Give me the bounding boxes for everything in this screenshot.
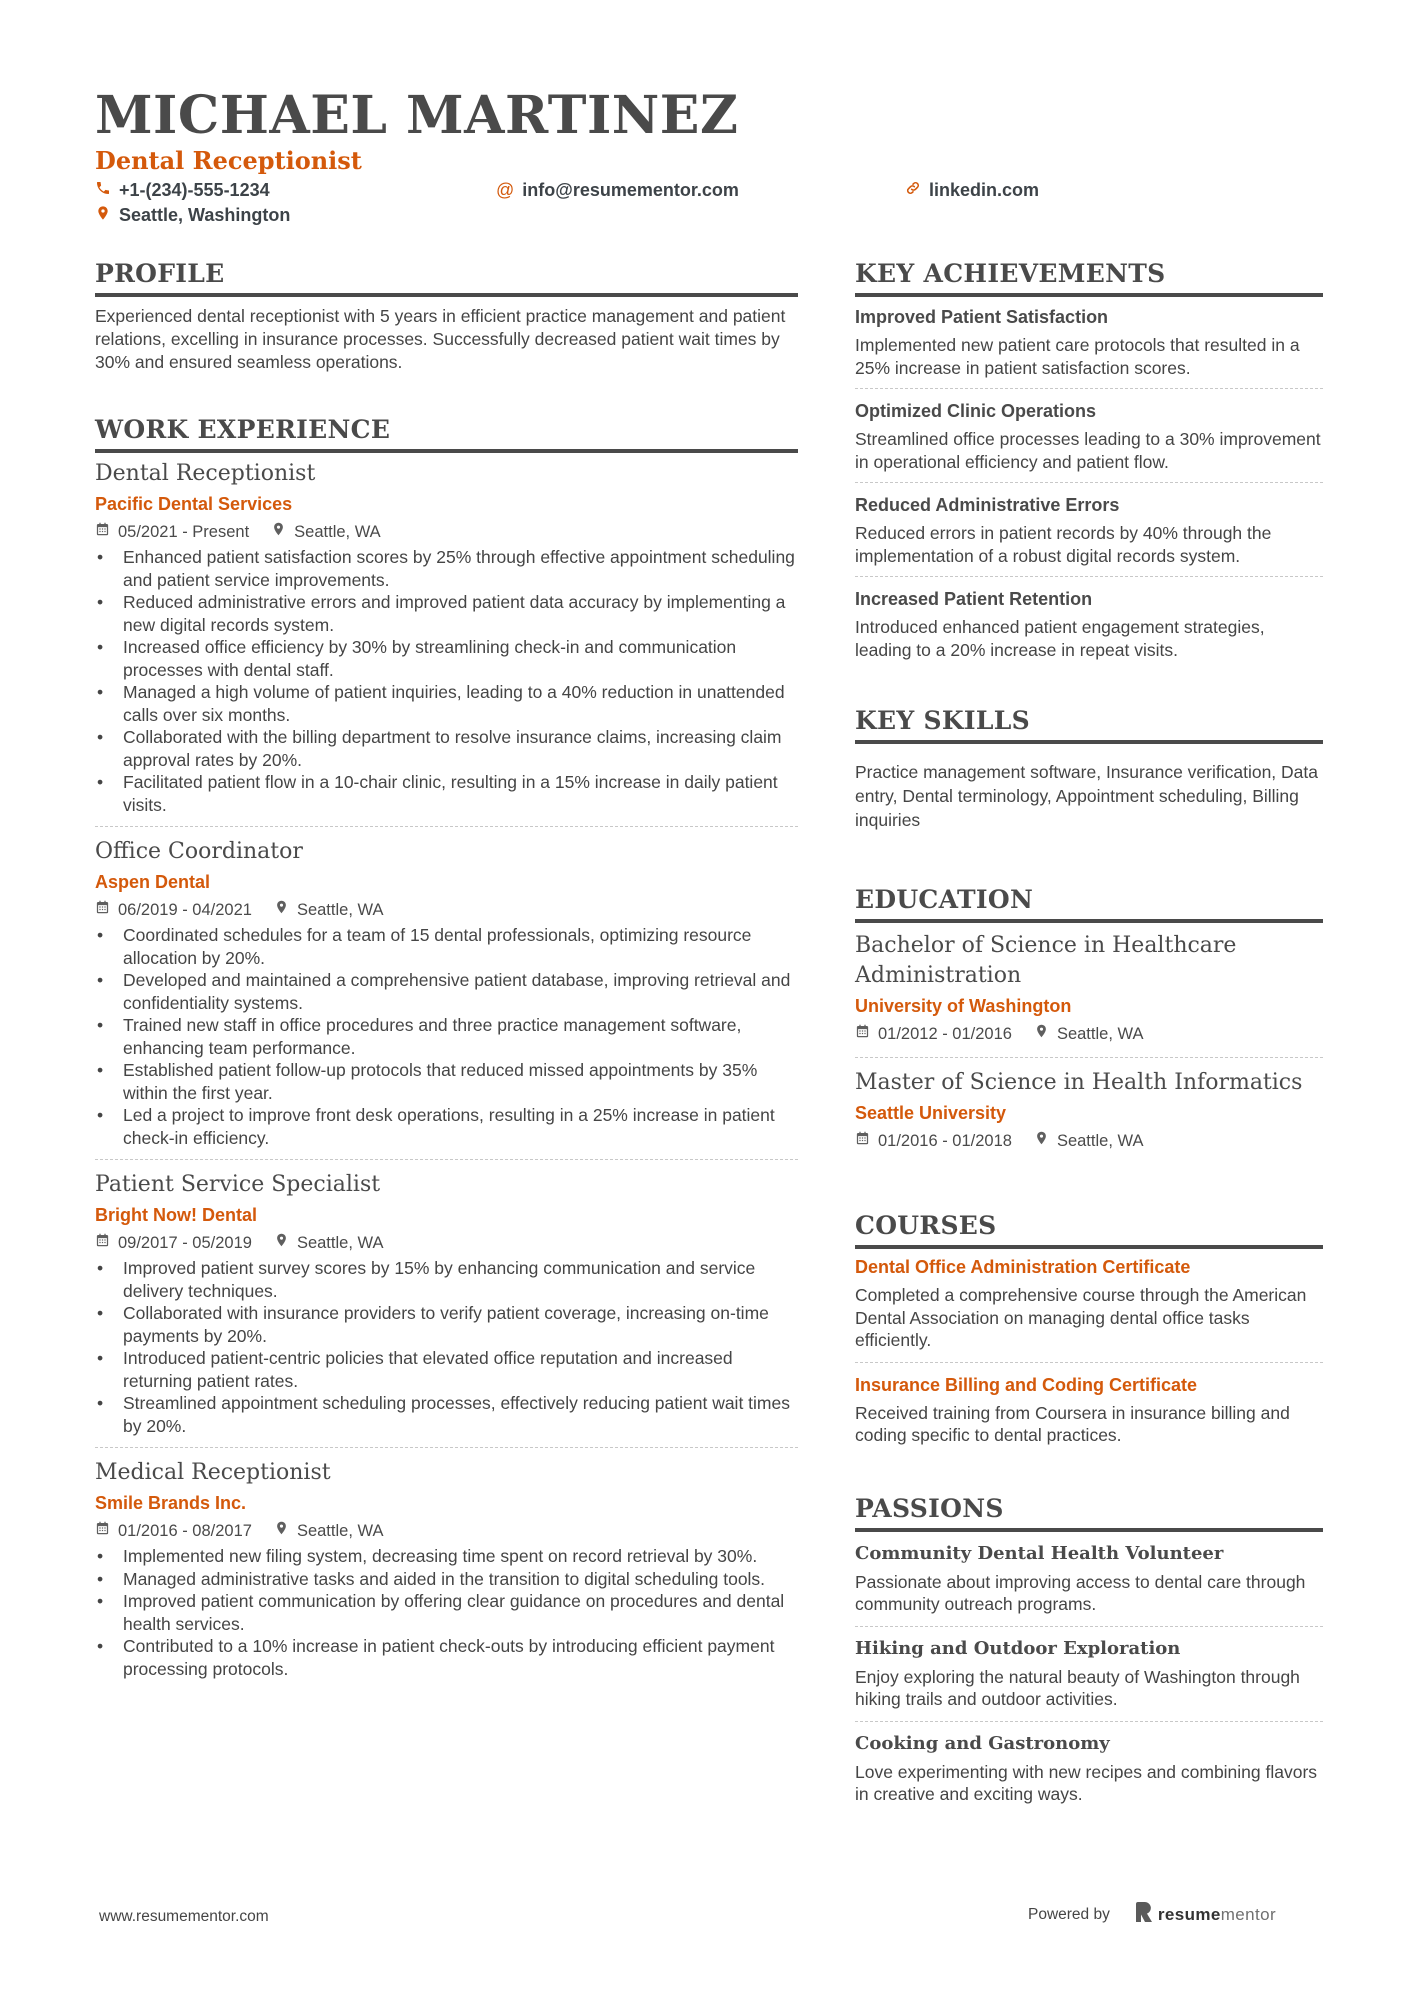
- achievement-item: [855, 482, 1323, 576]
- profile-section: [95, 258, 798, 374]
- phone-icon: [95, 178, 111, 202]
- work-experience-section: [95, 414, 798, 1690]
- section-divider: [95, 293, 798, 297]
- passion-title: Community Dental Health Volunteer: [855, 1542, 1224, 1564]
- candidate-title: Dental Receptionist: [95, 146, 362, 175]
- job-bullet: • Led a project to improve front desk operations, resulting in a 25% increase in patient check-in efficiency.: [95, 1104, 798, 1149]
- job-bullet: • Developed and maintained a comprehensive patient database, improving retrieval and confidentiality systems.: [95, 969, 798, 1014]
- candidate-name: MICHAEL MARTINEZ: [95, 85, 739, 146]
- job-bullet: • Trained new staff in office procedures and three practice management software, enhancing team performance.: [95, 1014, 798, 1059]
- brand-name-part1: resume: [1157, 1904, 1221, 1924]
- passion-list: [855, 1540, 1323, 1816]
- left-column: [95, 258, 798, 1690]
- calendar-icon: [95, 897, 110, 923]
- date-text: 01/2016 - 01/2018: [878, 1132, 1012, 1150]
- job-bullets: [95, 1257, 798, 1437]
- right-column: [855, 258, 1323, 1816]
- achievement-desc: Implemented new patient care protocols that resulted in a 25% increase in patient satisfaction scores.: [855, 335, 1300, 378]
- job-bullet: • Managed a high volume of patient inquiries, leading to a 40% reduction in unattended calls over six months.: [95, 681, 798, 726]
- map-pin-icon: [271, 519, 286, 545]
- location-text: Seattle, Washington: [119, 205, 291, 225]
- section-title: WORK EXPERIENCE: [95, 415, 391, 444]
- location-text: Seattle, WA: [1056, 1132, 1144, 1150]
- job-bullet: • Streamlined appointment scheduling processes, effectively reducing patient wait times by 20%.: [95, 1392, 798, 1437]
- calendar-icon: [95, 1518, 110, 1544]
- job-list: [95, 459, 798, 1690]
- section-title: KEY ACHIEVEMENTS: [855, 259, 1166, 288]
- location-text: Seattle, WA: [296, 901, 384, 919]
- course-desc: Received training from Coursera in insurance billing and coding specific to dental practices.: [855, 1402, 1290, 1445]
- passion-title: Cooking and Gastronomy: [855, 1732, 1110, 1754]
- job-bullet: • Facilitated patient flow in a 10-chair clinic, resulting in a 15% increase in daily patient visits.: [95, 771, 798, 816]
- powered-by-label: Powered by: [1028, 1905, 1110, 1923]
- achievement-title: Increased Patient Retention: [855, 589, 1093, 609]
- linkedin-link[interactable]: linkedin.com: [929, 180, 1040, 200]
- map-pin-icon: [1034, 1021, 1049, 1047]
- contact-location: [95, 203, 290, 227]
- job-bullet: • Enhanced patient satisfaction scores by 25% through effective appointment scheduling and patient service improvements.: [95, 546, 798, 591]
- map-pin-icon: [274, 1230, 289, 1256]
- map-pin-icon: [274, 897, 289, 923]
- achievement-desc: Reduced errors in patient records by 40% through the implementation of a robust digital records system.: [855, 523, 1272, 566]
- email-link[interactable]: info@resumementor.com: [522, 180, 739, 200]
- date-text: 06/2019 - 04/2021: [118, 901, 252, 919]
- job-bullet: • Coordinated schedules for a team of 15 dental professionals, optimizing resource allocation by 20%.: [95, 924, 798, 969]
- passion-desc: Enjoy exploring the natural beauty of Washington through hiking trails and outdoor activities.: [855, 1666, 1300, 1709]
- job-bullet: • Introduced patient-centric policies that elevated office reputation and increased returning patient rates.: [95, 1347, 798, 1392]
- location: [1034, 1021, 1144, 1047]
- date-range: [95, 1518, 252, 1544]
- location: [1034, 1128, 1144, 1154]
- date-range: [855, 1021, 1012, 1047]
- section-divider: [855, 293, 1323, 297]
- passion-title: Hiking and Outdoor Exploration: [855, 1637, 1181, 1659]
- section-divider: [855, 740, 1323, 744]
- job-bullets: [95, 924, 798, 1149]
- date-range: [95, 1230, 252, 1256]
- map-pin-icon: [1034, 1128, 1049, 1154]
- job-bullet: • Improved patient communication by offering clear guidance on procedures and dental health services.: [95, 1590, 798, 1635]
- date-range: [95, 897, 252, 923]
- job-bullet: • Increased office efficiency by 30% by streamlining check-in and communication processes with dental staff.: [95, 636, 798, 681]
- location-text: Seattle, WA: [296, 1522, 384, 1540]
- job-entry: [95, 1159, 798, 1447]
- section-title: PASSIONS: [855, 1493, 1004, 1523]
- meta-row: [95, 519, 798, 545]
- passion-item: [855, 1540, 1323, 1626]
- passion-item: [855, 1626, 1323, 1721]
- calendar-icon: [855, 1128, 870, 1154]
- skills-section: [855, 705, 1323, 832]
- courses-section: [855, 1210, 1323, 1457]
- date-range: [855, 1128, 1012, 1154]
- contact-info: [95, 178, 1325, 228]
- section-title: EDUCATION: [855, 885, 1034, 914]
- at-icon: @: [496, 180, 515, 200]
- job-bullets: [95, 546, 798, 816]
- location-text: Seattle, WA: [1056, 1025, 1144, 1043]
- job-role: Patient Service Specialist: [95, 1172, 381, 1197]
- course-title: Insurance Billing and Coding Certificate: [855, 1374, 1198, 1395]
- profile-summary: Experienced dental receptionist with 5 years in efficient practice management and patient relations, excelling in insurance processes. Successfully decreased patient wait times by 30% and ensured seamless operations.: [95, 306, 786, 372]
- achievement-title: Improved Patient Satisfaction: [855, 307, 1109, 327]
- section-divider: [855, 1245, 1323, 1249]
- passion-desc: Passionate about improving access to dental care through community outreach programs.: [855, 1571, 1306, 1614]
- job-bullet: • Collaborated with insurance providers to verify patient coverage, increasing on-time payments by 20%.: [95, 1302, 798, 1347]
- phone-number: +1-(234)-555-1234: [119, 180, 270, 200]
- achievement-desc: Streamlined office processes leading to a 30% improvement in operational efficiency and patient flow.: [855, 429, 1321, 472]
- map-pin-icon: [274, 1518, 289, 1544]
- location-text: Seattle, WA: [294, 523, 381, 541]
- job-role: Office Coordinator: [95, 839, 303, 864]
- course-list: [855, 1251, 1323, 1457]
- job-company: Pacific Dental Services: [95, 494, 293, 514]
- education-item: [855, 1057, 1323, 1164]
- course-title: Dental Office Administration Certificate: [855, 1257, 1191, 1277]
- job-company: Smile Brands Inc.: [95, 1493, 247, 1513]
- date-text: 09/2017 - 05/2019: [118, 1234, 252, 1252]
- education-item: [855, 931, 1323, 1057]
- section-title: PROFILE: [95, 259, 225, 288]
- location: [274, 1230, 384, 1256]
- calendar-icon: [95, 1230, 110, 1256]
- degree: Master of Science in Health Informatics: [855, 1070, 1303, 1095]
- contact-linkedin[interactable]: [905, 178, 1039, 202]
- footer-branding: [1028, 1902, 1276, 1927]
- job-bullet: • Established patient follow-up protocols that reduced missed appointments by 35% within the first year.: [95, 1059, 798, 1104]
- job-bullet: • Implemented new filing system, decreasing time spent on record retrieval by 30%.: [95, 1545, 798, 1568]
- job-bullet: • Improved patient survey scores by 15% by enhancing communication and service delivery techniques.: [95, 1257, 798, 1302]
- passions-section: [855, 1493, 1323, 1816]
- achievement-title: Optimized Clinic Operations: [855, 401, 1097, 421]
- achievement-desc: Introduced enhanced patient engagement strategies, leading to a 20% increase in repeat visits.: [855, 617, 1265, 660]
- map-pin-icon: [95, 203, 111, 227]
- date-text: 01/2016 - 08/2017: [118, 1522, 252, 1540]
- job-role: Dental Receptionist: [95, 461, 316, 486]
- education-section: [855, 884, 1323, 1164]
- course-item: [855, 1362, 1323, 1457]
- job-role: Medical Receptionist: [95, 1460, 331, 1485]
- section-title: COURSES: [855, 1211, 997, 1240]
- date-text: 05/2021 - Present: [118, 523, 250, 541]
- course-item: [855, 1251, 1323, 1362]
- footer-website[interactable]: www.resumementor.com: [99, 1908, 269, 1925]
- location: [271, 519, 381, 545]
- location: [274, 897, 384, 923]
- calendar-icon: [855, 1021, 870, 1047]
- meta-row: [855, 1021, 1323, 1047]
- job-company: Aspen Dental: [95, 872, 211, 892]
- meta-row: [95, 1230, 798, 1256]
- link-icon: [905, 178, 921, 202]
- brand-name-part2: mentor: [1220, 1904, 1277, 1924]
- date-text: 01/2012 - 01/2016: [878, 1025, 1012, 1043]
- skills-list: Practice management software, Insurance verification, Data entry, Dental terminology, Appointment scheduling, Billing inquiries: [855, 762, 1318, 830]
- job-entry: [95, 1447, 798, 1690]
- meta-row: [95, 897, 798, 923]
- passion-item: [855, 1721, 1323, 1816]
- degree: Bachelor of Science in Healthcare Administration: [855, 933, 1237, 988]
- section-divider: [855, 1528, 1323, 1532]
- resume-header: [95, 86, 1325, 228]
- achievement-item: [855, 576, 1323, 670]
- job-bullet: • Contributed to a 10% increase in patient check-outs by introducing efficient payment processing protocols.: [95, 1635, 798, 1680]
- meta-row: [855, 1128, 1323, 1154]
- achievement-item: [855, 299, 1323, 388]
- school: Seattle University: [855, 1103, 1007, 1123]
- achievement-item: [855, 388, 1323, 482]
- job-bullets: [95, 1545, 798, 1680]
- passion-desc: Love experimenting with new recipes and combining flavors in creative and exciting ways.: [855, 1761, 1318, 1804]
- job-bullet: • Reduced administrative errors and improved patient data accuracy by implementing a new digital records system.: [95, 591, 798, 636]
- job-company: Bright Now! Dental: [95, 1205, 257, 1225]
- job-bullet: • Managed administrative tasks and aided in the transition to digital scheduling tools.: [95, 1568, 798, 1591]
- date-range: [95, 519, 249, 545]
- section-title: KEY SKILLS: [855, 706, 1031, 735]
- meta-row: [95, 1518, 798, 1544]
- course-desc: Completed a comprehensive course through the American Dental Association on managing dental office tasks efficiently.: [855, 1285, 1307, 1350]
- job-bullet: • Collaborated with the billing department to resolve insurance claims, increasing claim approval rates by 20%.: [95, 726, 798, 771]
- job-entry: [95, 826, 798, 1159]
- contact-phone: [95, 178, 270, 202]
- school: University of Washington: [855, 996, 1072, 1016]
- contact-email[interactable]: [496, 178, 739, 202]
- resumementor-logo-icon: [1136, 1902, 1152, 1927]
- location: [274, 1518, 384, 1544]
- brand-logo[interactable]: [1136, 1902, 1276, 1927]
- achievement-list: [855, 299, 1323, 670]
- education-list: [855, 931, 1323, 1164]
- calendar-icon: [95, 519, 110, 545]
- job-entry: [95, 459, 798, 826]
- achievements-section: [855, 258, 1323, 670]
- location-text: Seattle, WA: [296, 1234, 384, 1252]
- section-divider: [855, 919, 1323, 923]
- achievement-title: Reduced Administrative Errors: [855, 495, 1120, 515]
- section-divider: [95, 449, 798, 453]
